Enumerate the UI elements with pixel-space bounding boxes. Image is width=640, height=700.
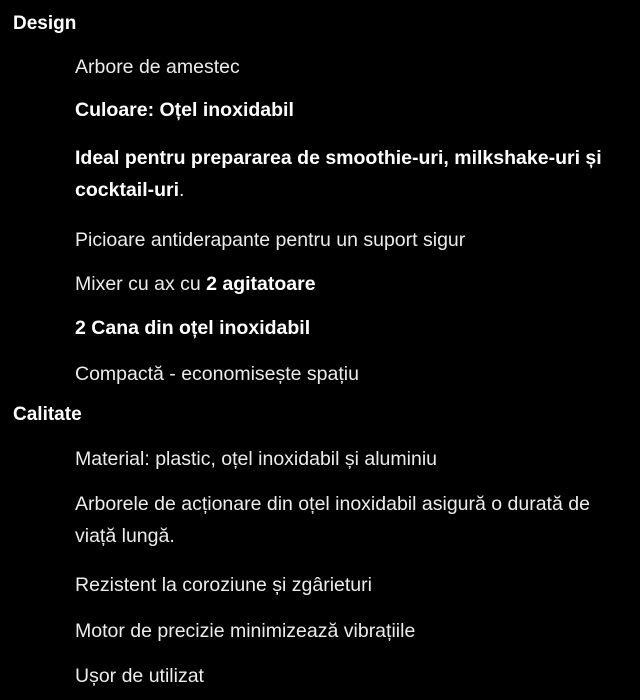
list-item: Arborele de acționare din oțel inoxidabil asigură o durată de viață lungă. (75, 493, 590, 547)
bold-text: Culoare: Oțel inoxidabil (75, 99, 294, 121)
list-item (75, 268, 625, 300)
list-item: Compactă - economisește spațiu (75, 363, 359, 385)
list-item: Rezistent la coroziune și zgârieturi (75, 574, 372, 596)
list-item (75, 142, 625, 206)
section-heading-calitate: Calitate (13, 404, 82, 425)
list-item: Motor de precizie minimizează vibrațiile (75, 620, 416, 642)
bold-text: Ideal pentru prepararea de smoothie-uri, milkshake-uri și cocktail-uri (75, 147, 602, 201)
list-item (75, 312, 625, 344)
list-item: Arbore de amestec (75, 56, 240, 78)
section-heading-design: Design (13, 13, 77, 34)
list-item (75, 94, 625, 126)
item-prefix: Mixer cu ax cu (75, 273, 207, 295)
item-suffix: . (179, 179, 185, 201)
list-item: Ușor de utilizat (75, 665, 204, 687)
list-item: Material: plastic, oțel inoxidabil și aluminiu (75, 448, 437, 470)
bold-text: 2 Cana din oțel inoxidabil (75, 317, 311, 339)
bold-text: 2 agitatoare (206, 273, 316, 295)
list-item: Picioare antiderapante pentru un suport sigur (75, 229, 466, 251)
